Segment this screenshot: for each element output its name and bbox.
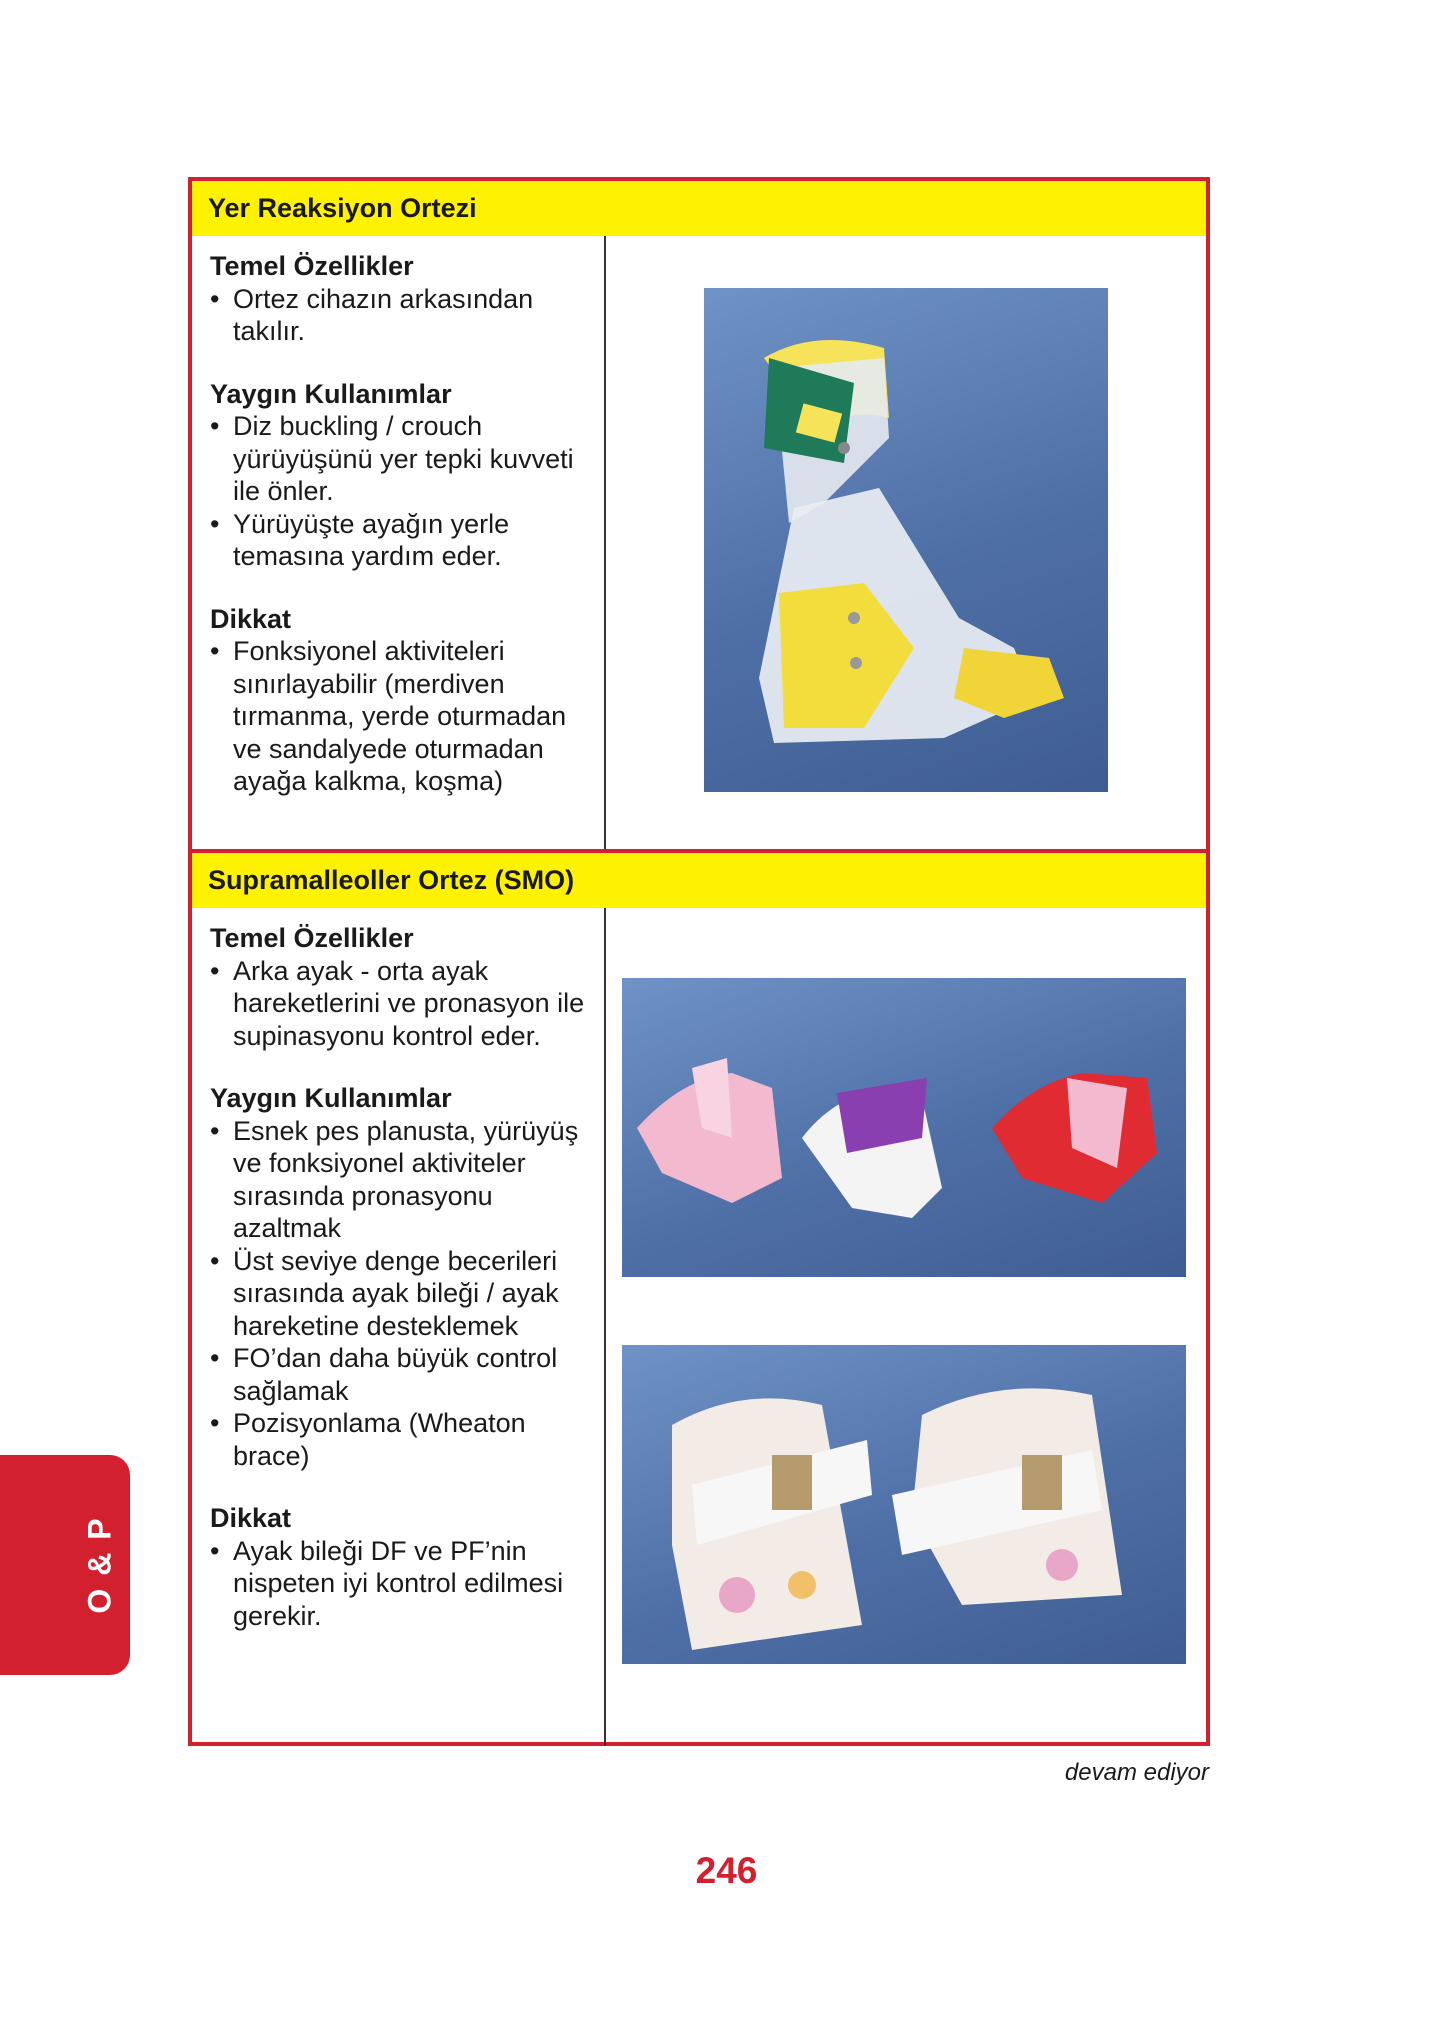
section-1-features-heading: Temel Özellikler <box>210 251 414 281</box>
ground-reaction-orthosis-photo <box>704 288 1108 792</box>
column-divider <box>604 236 606 853</box>
section-1-title: Yer Reaksiyon Ortezi <box>192 181 1206 236</box>
section-1-features-list <box>210 283 600 348</box>
section-1-uses-heading: Yaygın Kullanımlar <box>210 378 452 409</box>
smo-orthoses-photo <box>622 978 1186 1277</box>
page-number: 246 <box>695 1850 758 1891</box>
section-1-text <box>210 250 600 798</box>
list-item: • Fonksiyonel aktiviteleri sınırlayabilir (merdiven tırmanma, yerde oturmadan ve sandalyede oturmadan ayağa kalkma, koşma) <box>210 635 600 798</box>
section-2-caution-list <box>210 1535 600 1633</box>
orthosis-table <box>188 177 1210 1746</box>
section-2-text <box>210 922 600 1632</box>
section-1-uses-list <box>210 410 600 573</box>
column-divider <box>604 908 606 1746</box>
list-item: • Arka ayak - orta ayak hareketlerini ve pronasyon ile supinasyonu kontrol eder. <box>210 955 600 1053</box>
section-2-features-list <box>210 955 600 1053</box>
section-side-tab <box>0 1455 130 1675</box>
section-1-caution-heading: Dikkat <box>210 603 292 634</box>
section-2-title: Supramalleoller Ortez (SMO) <box>192 853 1206 908</box>
section-2-features-heading: Temel Özellikler <box>210 923 414 953</box>
continued-note: devam ediyor <box>1064 1759 1209 1786</box>
list-item: • Pozisyonlama (Wheaton brace) <box>210 1407 600 1472</box>
side-tab-label: O & P <box>81 1516 118 1614</box>
section-2-uses-heading: Yaygın Kullanımlar <box>210 1083 452 1113</box>
list-item: • Üst seviye denge becerileri sırasında ayak bileği / ayak hareketine desteklemek <box>210 1245 600 1343</box>
section-2-caution-heading: Dikkat <box>210 1503 292 1533</box>
section-1-caution-list <box>210 635 600 798</box>
list-item: • Yürüyüşte ayağın yerle temasına yardım eder. <box>210 508 600 573</box>
section-2-uses-list <box>210 1115 600 1473</box>
patterned-smo-photo <box>622 1345 1186 1664</box>
list-item: • Diz buckling / crouch yürüyüşünü yer tepki kuvveti ile önler. <box>210 410 600 508</box>
list-item: • Ayak bileği DF ve PF’nin nispeten iyi kontrol edilmesi gerekir. <box>210 1535 600 1633</box>
list-item: • Esnek pes planusta, yürüyüş ve fonksiyonel aktiviteler sırasında pronasyonu azaltmak <box>210 1115 600 1245</box>
list-item: • Ortez cihazın arkasından takılır. <box>210 283 600 348</box>
list-item: • FO’dan daha büyük control sağlamak <box>210 1342 600 1407</box>
